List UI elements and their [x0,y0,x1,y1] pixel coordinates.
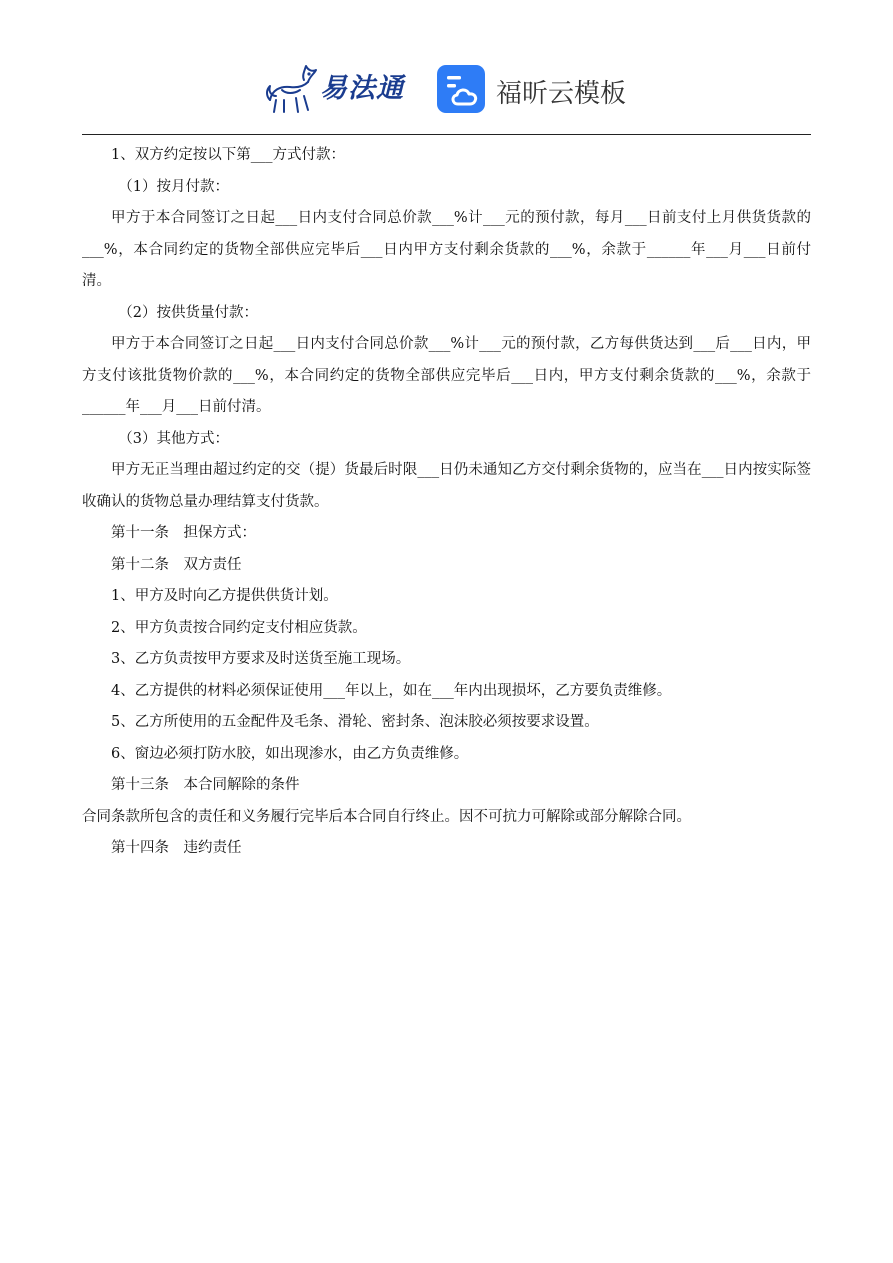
other-payment-text: 甲方无正当理由超过约定的交（提）货最后时限___日仍未通知乙方交付剩余货物的，应当在___日内按实际签收确认的货物总量办理结算支付货款。 [82,462,811,510]
fuxin-template-logo [436,60,646,118]
responsibility-item: 1、甲方及时向乙方提供供货计划。 [111,588,338,604]
responsibility-item: 5、乙方所使用的五金配件及毛条、滑轮、密封条、泡沫胶必须按要求设置。 [111,714,599,730]
responsibility-item: 2、甲方负责按合同约定支付相应货款。 [111,619,367,636]
monthly-payment-text: 甲方于本合同签订之日起___日内支付合同总价款___%计___元的预付款，每月___日前支付上月供货货款的___%，本合同约定的货物全部供应完毕后___日内甲方支付剩余货款的___%，余款于______年___月___日前付清。 [82,210,811,289]
header-divider [82,134,811,135]
contract-body [82,140,811,865]
responsibility-item: 6、窗边必须打防水胶，如出现渗水，由乙方负责维修。 [111,745,469,762]
logo-left-text: 易法通 [320,73,404,104]
responsibility-item: 4、乙方提供的材料必须保证使用___年以上，如在___年内出现损坏，乙方要负责维修。 [111,682,672,699]
termination-text: 合同条款所包含的责任和义务履行完毕后本合同自行终止。因不可抗力可解除或部分解除合同。 [82,808,691,825]
yifatong-logo [262,60,412,118]
article-13-heading: 第十三条 本合同解除的条件 [111,777,300,793]
logo-right-text: 福昕云模板 [496,79,627,109]
responsibility-item: 3、乙方负责按甲方要求及时送货至施工现场。 [111,651,411,667]
qilin-mascot-icon [262,60,320,118]
page-header [0,56,893,122]
article-14-heading: 第十四条 违约责任 [111,840,242,856]
volume-payment-heading: （2）按供货量付款： [118,304,258,321]
article-12-heading: 第十二条 双方责任 [111,556,242,573]
other-payment-heading: （3）其他方式： [118,430,229,447]
cloud-document-icon [436,64,486,114]
volume-payment-text: 甲方于本合同签订之日起___日内支付合同总价款___%计___元的预付款，乙方每供货达到___后___日内，甲方支付该批货物价款的___%，本合同约定的货物全部供应完毕后___日内，甲方支付剩余货款的___%，余款于______年___月___日前付清。 [82,336,811,415]
article-11-heading: 第十一条 担保方式： [111,525,256,541]
monthly-payment-heading: （1）按月付款： [118,178,229,195]
payment-method-clause: 1、双方约定按以下第___方式付款： [111,147,345,163]
